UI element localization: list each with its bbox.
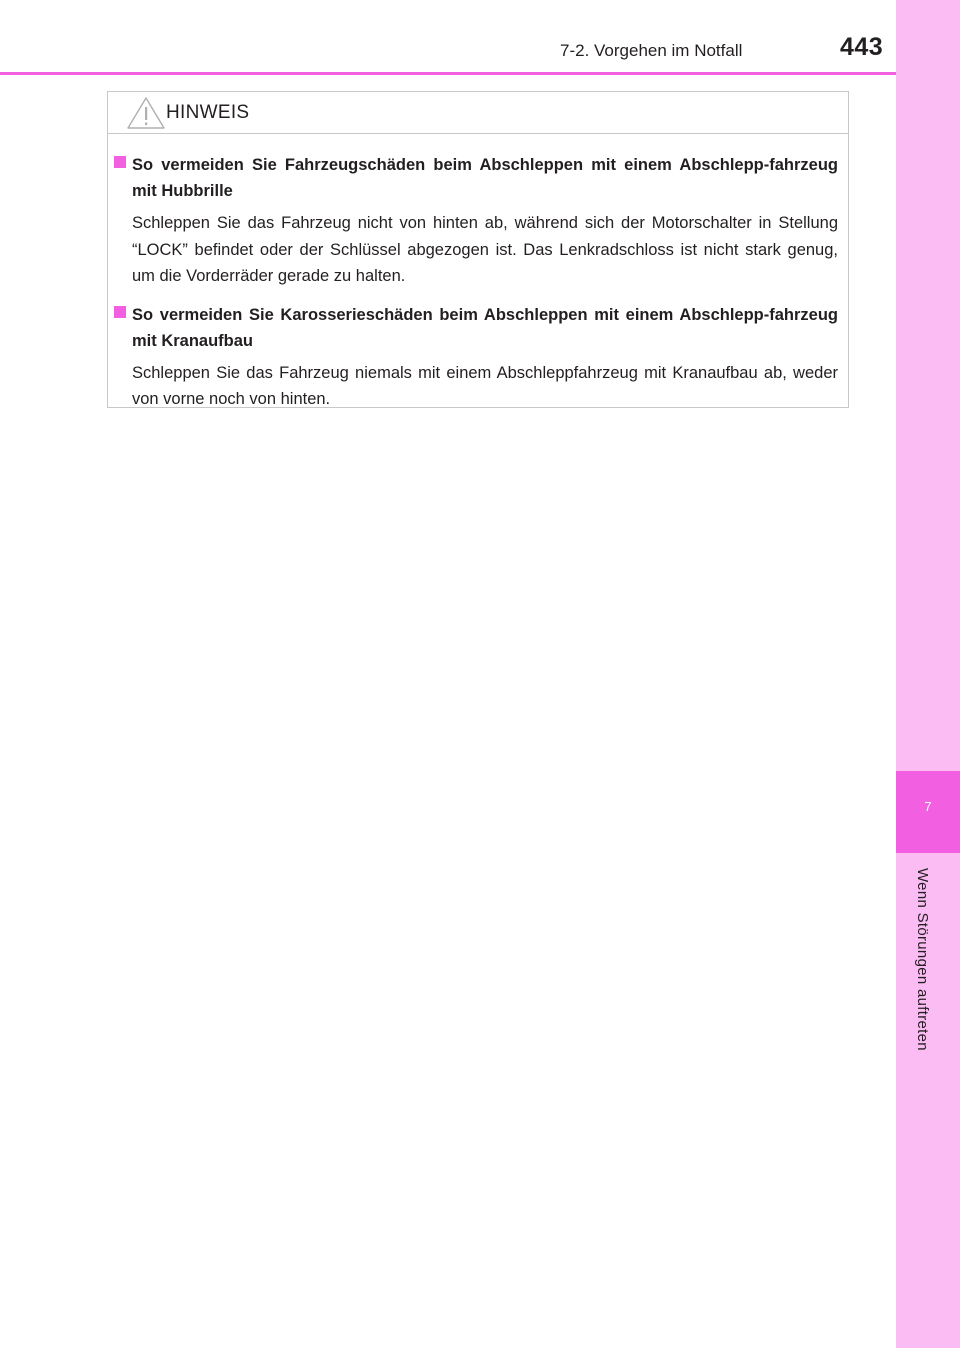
item-heading: So vermeiden Sie Fahrzeugschäden beim Abschleppen mit einem Abschlepp-fahrzeug mit Hubbrille xyxy=(132,156,838,200)
notice-item xyxy=(108,302,838,413)
header-divider xyxy=(0,72,896,75)
item-text: Schleppen Sie das Fahrzeug niemals mit einem Abschleppfahrzeug mit Kranaufbau ab, weder von vorne noch von hinten. xyxy=(132,363,838,408)
chapter-number: 7 xyxy=(924,799,932,814)
chapter-title: Wenn Störungen auftreten xyxy=(914,868,931,1051)
square-bullet-icon xyxy=(114,306,126,318)
notice-item xyxy=(108,152,838,290)
section-title: 7-2. Vorgehen im Notfall xyxy=(560,41,743,60)
notice-header xyxy=(108,92,848,134)
chapter-side-tab xyxy=(896,0,960,1348)
square-bullet-icon xyxy=(114,156,126,168)
page-number: 443 xyxy=(840,33,884,61)
warning-triangle-icon xyxy=(126,96,166,130)
notice-box xyxy=(107,91,849,408)
notice-title: HINWEIS xyxy=(166,102,250,123)
item-text: Schleppen Sie das Fahrzeug nicht von hinten ab, während sich der Motorschalter in Stellung “LOCK” befindet oder der Schlüssel abgezogen ist. Das Lenkradschloss ist nicht stark genug, um die Vorderräder gerade zu halten. xyxy=(132,214,838,285)
chapter-number-box xyxy=(896,771,960,853)
item-heading: So vermeiden Sie Karosserieschäden beim Abschleppen mit einem Abschlepp-fahrzeug mit Kranaufbau xyxy=(132,305,838,350)
